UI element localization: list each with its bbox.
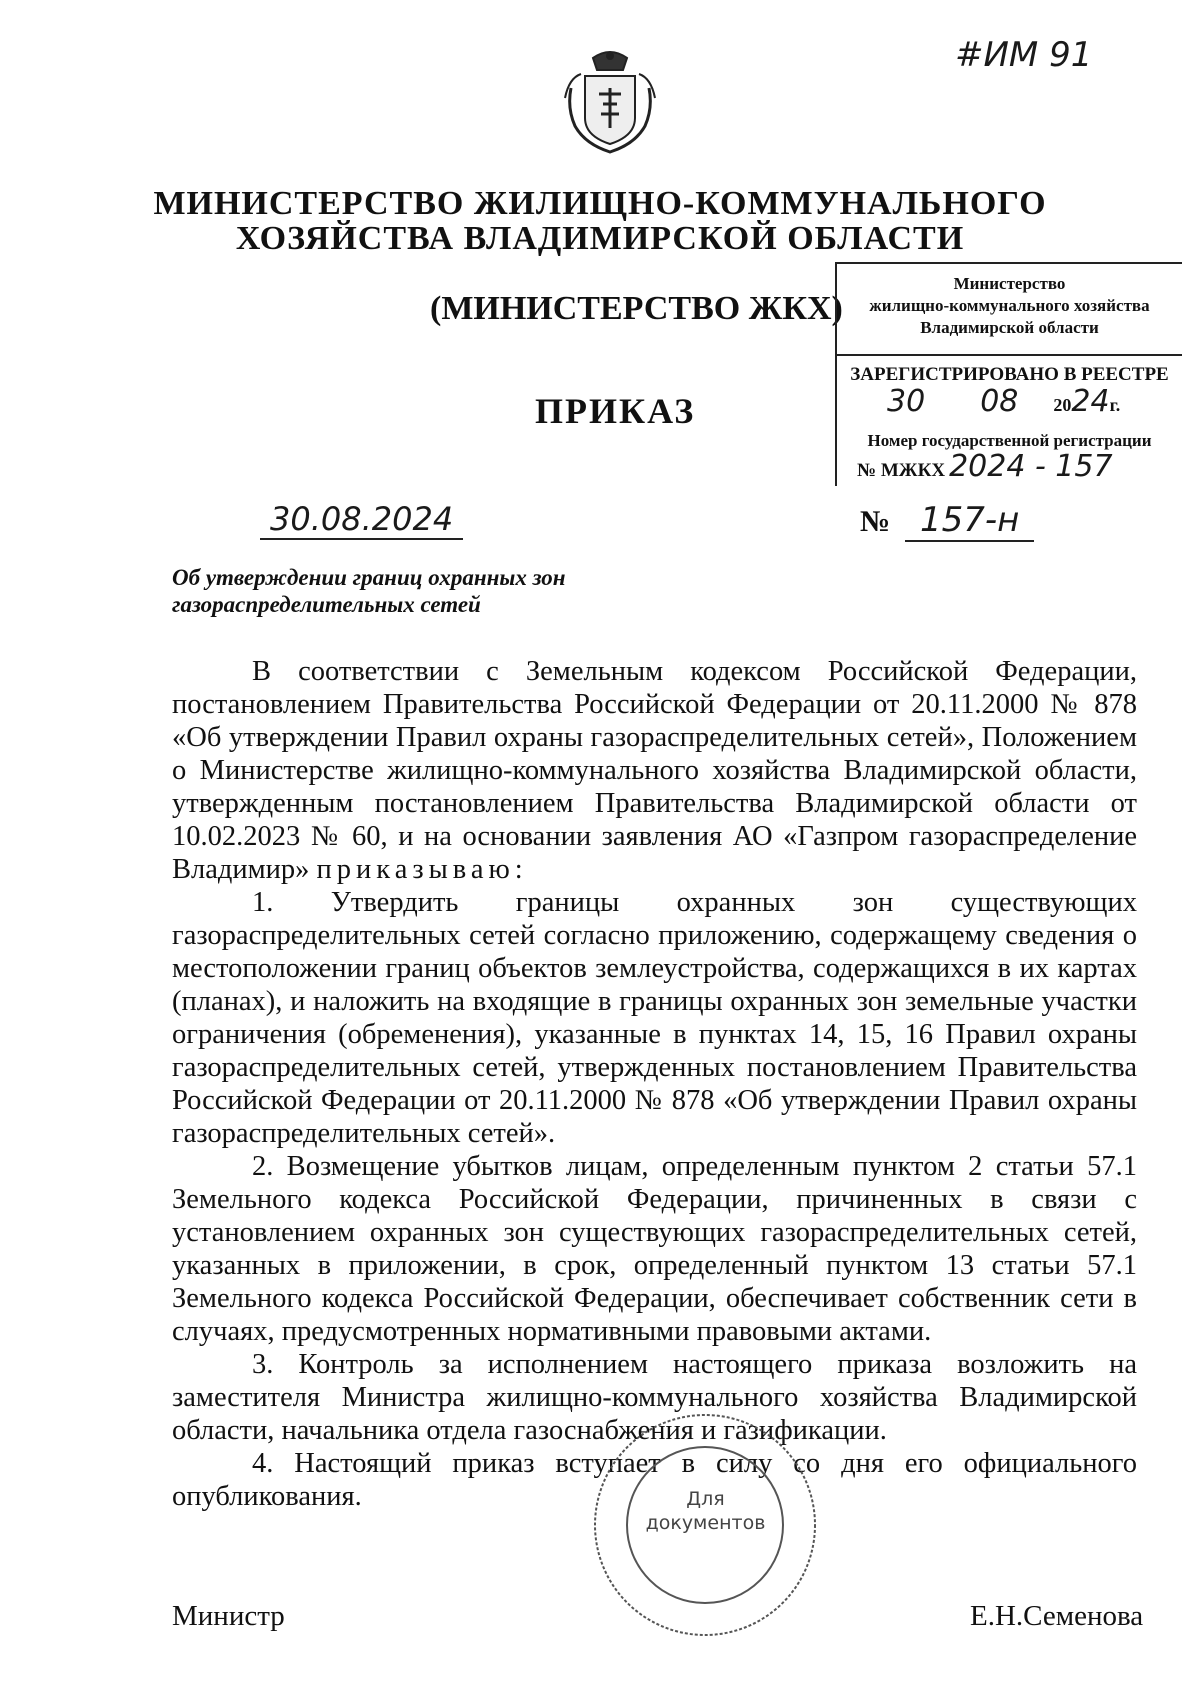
reg-number-value: 2024 - 157 [949,449,1113,484]
body-paragraph-1: 1. Утвердить границы охранных зон существующих газораспределительных сетей согласно приложению, содержащему сведения о местоположении границ объектов землеустройства, содержащихся в их картах (планах), и наложить на входящие в границы охранных зон земельные участки ограничения (обременения), указанные в пунктах 14, 15, 16 Правил охраны газораспределительных сетей, утвержденных постановлением Правительства Российской Федерации от 20.11.2000 № 878 «Об утверждении Правил охраны газораспределительных сетей». [172,887,1137,1149]
reg-number-label: Номер государственной регистрации [867,431,1152,450]
body-order-word: приказываю: [316,854,528,885]
reg-date-year-prefix: 20 [1053,395,1072,415]
subject-line2: газораспределительных сетей [172,592,481,617]
reg-number [857,449,1187,484]
body-paragraph-2: 2. Возмещение убытков лицам, определенным пунктом 2 статьи 57.1 Земельного кодекса Российской Федерации, причиненных в связи с установлением охранных зон существующих газораспределительных сетей, указанных в приложении, в срок, определенный пунктом 13 статьи 57.1 Земельного кодекса Российской Федерации, обеспечивает собственник сети в случаях, предусмотренных нормативными правовыми актами. [172,1151,1137,1347]
document-body [172,655,1137,1513]
registration-box [835,262,1182,486]
signature-position: Министр [172,1600,285,1632]
body-paragraph-4: 4. Настоящий приказ вступает в силу со дня его официального опубликования. [172,1448,1137,1512]
reg-date-suffix: г. [1109,395,1121,415]
order-number: 157-н [905,500,1034,542]
body-paragraph-3: 3. Контроль за исполнением настоящего приказа возложить на заместителя Министра жилищно-коммунального хозяйства Владимирской области, начальника отдела газоснабжения и газификации. [172,1349,1137,1446]
handwritten-code: #ИМ 91 [955,35,1093,75]
reg-date-month: 08 [980,384,1019,419]
reg-date [887,384,1187,419]
stamp-line1: Для [686,1488,725,1510]
body-intro [172,655,1137,886]
reg-date-year: 24 [1071,384,1110,419]
reg-org-line3: Владимирской области [920,318,1099,337]
reg-date-day: 30 [887,384,926,419]
ministry-title-line1: МИНИСТЕРСТВО ЖИЛИЩНО-КОММУНАЛЬНОГО [153,185,1047,222]
ministry-short-name: (МИНИСТЕРСТВО ЖКХ) [430,290,843,327]
document-type: ПРИКАЗ [535,391,696,431]
stamp-line2: документов [645,1512,766,1534]
reg-number-prefix: № МЖКХ [857,460,946,481]
official-stamp [588,1410,823,1640]
order-date: 30.08.2024 [260,500,463,540]
reg-org-line1: Министерство [953,274,1066,293]
ministry-title-line2: ХОЗЯЙСТВА ВЛАДИМИРСКОЙ ОБЛАСТИ [235,220,965,257]
order-number-prefix: № [860,505,891,538]
coat-of-arms-icon [563,48,657,158]
reg-registered-label: ЗАРЕГИСТРИРОВАНО В РЕЕСТРЕ [850,364,1169,385]
body-intro-text: В соответствии с Земельным кодексом Российской Федерации, постановлением Правительства Российской Федерации от 20.11.2000 № 878 «Об утверждении Правил охраны газораспределительных сетей», Положением о Министерстве жилищно-коммунального хозяйства Владимирской области, утвержденным постановлением Правительства Владимирской области от 10.02.2023 № 60, и на основании заявления АО «Газпром газораспределение Владимир» [172,656,1137,885]
subject-line1: Об утверждении границ охранных зон [172,565,566,590]
reg-org-line2: жилищно-коммунального хозяйства [869,296,1150,315]
signature-name: Е.Н.Семенова [970,1600,1144,1632]
